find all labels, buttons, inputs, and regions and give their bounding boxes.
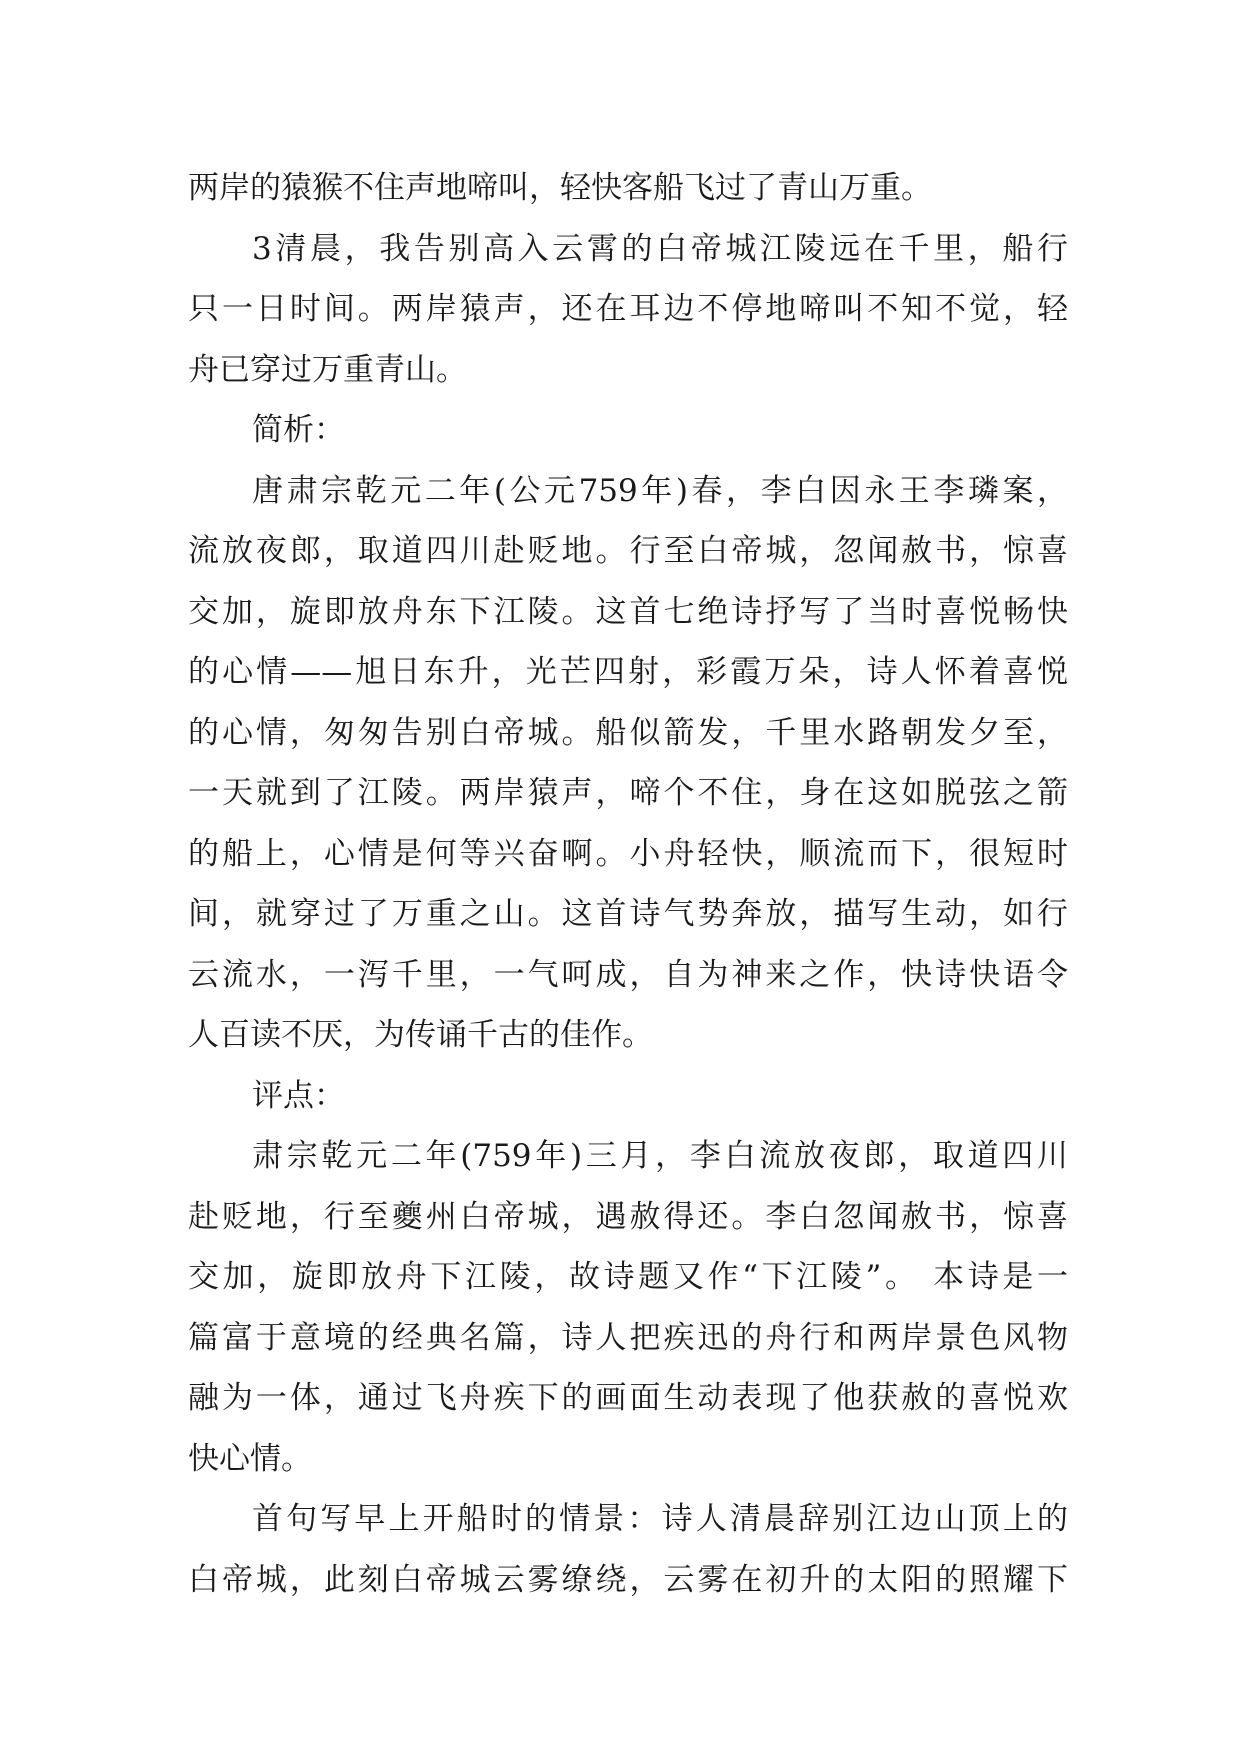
text-line: 只一日时间。两岸猿声，还在耳边不停地啼叫不知不觉，轻 bbox=[188, 291, 1068, 327]
text-line: 评点： bbox=[252, 1077, 345, 1114]
text-line: 的心情，匆匆告别白帝城。船似箭发，千里水路朝发夕至， bbox=[188, 714, 1068, 751]
text-line: 篇富于意境的经典名篇，诗人把疾迅的舟行和两岸景色风物 bbox=[188, 1319, 1068, 1356]
text-line: 简析： bbox=[252, 412, 345, 448]
text-line: 的船上，心情是何等兴奋啊。小舟轻快，顺流而下，很短时 bbox=[188, 835, 1068, 872]
text-line: 舟已穿过万重青山。 bbox=[188, 351, 467, 388]
text-line: 白帝城，此刻白帝城云雾缭绕，云雾在初升的太阳的照耀下 bbox=[188, 1561, 1068, 1598]
text-line: 融为一体，通过飞舟疾下的画面生动表现了他获赦的喜悦欢 bbox=[188, 1380, 1068, 1416]
text-line: 云流水，一泻千里，一气呵成，自为神来之作，快诗快语令 bbox=[188, 956, 1068, 993]
text-line: 3清晨，我告别高入云霄的白帝城江陵远在千里，船行 bbox=[252, 230, 1068, 267]
text-line: 流放夜郎，取道四川赴贬地。行至白帝城，忽闻赦书，惊喜 bbox=[188, 533, 1068, 569]
text-line: 唐肃宗乾元二年(公元759年)春，李白因永王李璘案， bbox=[252, 472, 1068, 509]
text-line: 交加，旋即放舟东下江陵。这首七绝诗抒写了当时喜悦畅快 bbox=[188, 593, 1068, 630]
text-line: 赴贬地，行至夔州白帝城，遇赦得还。李白忽闻赦书，惊喜 bbox=[188, 1198, 1068, 1235]
text-line: 首句写早上开船时的情景：诗人清晨辞别江边山顶上的 bbox=[252, 1501, 1068, 1537]
text-line: 的心情——旭日东升，光芒四射，彩霞万朵，诗人怀着喜悦 bbox=[188, 654, 1068, 690]
text-line: 两岸的猿猴不住声地啼叫，轻快客船飞过了青山万重。 bbox=[188, 170, 932, 206]
text-line: 快心情。 bbox=[188, 1440, 312, 1477]
text-line: 间，就穿过了万重之山。这首诗气势奔放，描写生动，如行 bbox=[188, 896, 1068, 932]
text-line: 肃宗乾元二年(759年)三月，李白流放夜郎，取道四川 bbox=[252, 1138, 1068, 1174]
text-line: 人百读不厌，为传诵千古的佳作。 bbox=[188, 1017, 653, 1053]
text-line: 交加，旋即放舟下江陵，故诗题又作“下江陵”。 本诗是一 bbox=[188, 1259, 1068, 1295]
body-text bbox=[188, 158, 1068, 1610]
text-line: 一天就到了江陵。两岸猿声，啼个不住，身在这如脱弦之箭 bbox=[188, 775, 1068, 811]
